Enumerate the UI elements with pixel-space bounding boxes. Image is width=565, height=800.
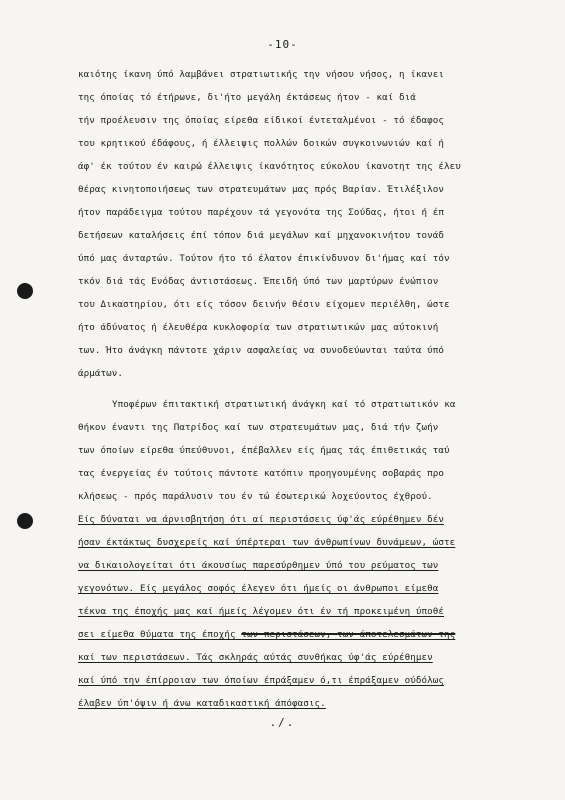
text-line: άφ' έκ τούτου έν καιρώ έλλειψις ίκανότητος εύκολου ίκανοτητ της έλευ (78, 161, 461, 172)
end-mark: ./. (269, 716, 296, 729)
document-body (78, 63, 553, 715)
text-line: ήτο άδύνατος ή έλευθέρα κυκλοφορία των στρατιωτικών μας αύτοκινή (78, 322, 439, 333)
underlined-line: καί ύπό την έπίρροιαν των όποίων έπράξαμεν ό,τι έπράξαμεν ούδόλως (78, 675, 445, 686)
punch-hole (17, 283, 33, 299)
text-line: των όποίων είρεθα ύπεύθυνοι, έπέβαλλεν είς ήμας τάς έπιθετικάς ταύ (78, 445, 450, 456)
text-line: Υποφέρων έπιτακτική στρατιωτική άνάγκη καί τό στρατιωτικόν κα (112, 399, 456, 410)
text-line: τήν προέλευσιν της όποίας είρεθα είδικοί έντεταλμένοι - τό έδαφος (78, 115, 445, 126)
text-line: καιότης ίκανη ύπό λαμβάνει στρατιωτικής την νήσου νήσος, η ίκανει (78, 69, 445, 80)
underlined-line (78, 623, 553, 646)
text-line: του κρητικού έδάφους, ή έλλειψις πολλών δοικών συγκοινωνιών καί ή (78, 138, 445, 149)
page-number: -10- (267, 38, 298, 51)
text-line: τας ένεργείας έν τούτοις πάντοτε κατόπιν προηγουμένης σοβαράς προ (78, 468, 445, 479)
underlined-line: να δικαιολογείται ότι άκουσίως παρεσύρθημεν ύπό του ρεύματος των (78, 560, 439, 571)
punch-hole (17, 513, 33, 529)
underlined-line: έλαβεν ύπ'όψιν ή άνω καταδικαστική άπόφασις. (78, 698, 326, 709)
text-line: κλήσεως - πρός παράλυσιν του έν τώ έσωτερικώ λοχεύοντος έχθρού. (78, 491, 433, 502)
text-line: των. Ήτο άνάγκη πάντοτε χάριν ασφαλείας να συνοδεύωνται ταύτα ύπό (78, 345, 445, 356)
text-line: θήκον έναντι της Πατρίδος καί των στρατευμάτων μας, διά τήν ζωήν (78, 422, 439, 433)
underlined-line: γεγονότων. Είς μεγάλος σοφός έλεγεν ότι ήμείς οι άνθρωποι είμεθα (78, 583, 439, 594)
text-line: άρμάτων. (78, 368, 124, 379)
text-line: δετήσεων καταλήσεις έπί τόπον διά μεγάλων καί μηχανοκινήτου τονάδ (78, 230, 445, 241)
text-line-part: σει είμεθα θύματα της έποχής (78, 629, 236, 640)
text-line: ήτον παράδειγμα τούτου παρέχουν τά γεγονότα της Σούδας, ήτοι ή έπ (78, 207, 445, 218)
struck-out-text: των περιστάσεων, των άποτελεσμάτων της (241, 629, 456, 640)
text-line: θέρας κινητοποιήσεως των στρατευμάτων μας πρός Βαρίαν. Έτιλέξιλον (78, 184, 445, 195)
text-line: τκόν διά τάς Ενόδας άντιστάσεως. Έπειδή ύπό των μαρτύρων ένώπιον (78, 276, 439, 287)
underlined-line: τέκνα της έποχής μας καί ήμείς λέγομεν ότι έν τή προκειμένη ύποθέ (78, 606, 445, 617)
underlined-line: ήσαν έκτάκτως δυσχερείς καί ύπέρτεραι των άνθρωπίνων δυνάμεων, ώστε (78, 537, 456, 548)
text-line: του Δικαστηρίου, ότι είς τόσον δεινήν θέσιν είχομεν περιέλθη, ώστε (78, 299, 450, 310)
underlined-line: καί των περιστάσεων. Τάς σκληράς αύτάς συνθήκας ύφ'άς εύρέθημεν (78, 652, 433, 663)
text-line: ύπό μας άνταρτών. Τούτον ήτο τό έλατον έπικίνδυνον δι'ήμας καί τόν (78, 253, 450, 264)
text-line: της όποίας τό έτήρωνε, δι'ήτο μεγάλη έκτάσεως ήτον - καί διά (78, 92, 416, 103)
underlined-line: Είς δύναται να άρνισβητήση ότι αί περιστάσεις ύφ'άς εύρέθημεν δέν (78, 514, 445, 525)
